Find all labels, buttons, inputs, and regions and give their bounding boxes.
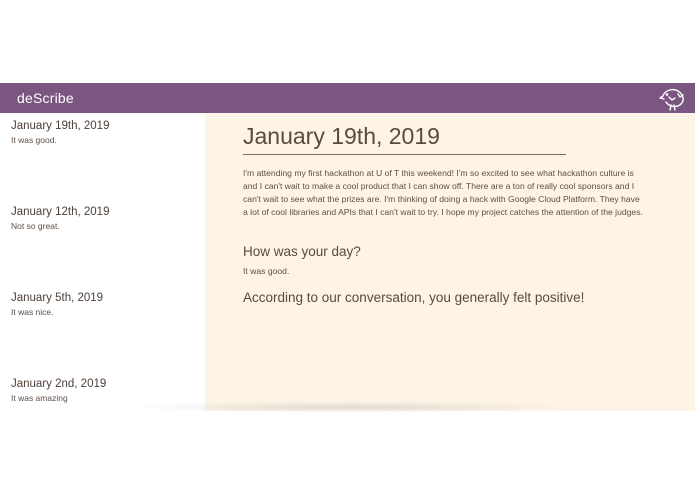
answer-text: It was good. bbox=[243, 266, 290, 276]
entry-detail bbox=[205, 113, 695, 411]
entry-list bbox=[0, 113, 205, 411]
entry-body: I'm attending my first hackathon at U of T this weekend! I'm so excited to see what hackathon culture is and I can't wait to make a cool product that I can show off. There are a ton of really cool sponsors and I can't wait to see what the prizes are. I'm thinking of doing a hack with Google Cloud Platform. They have a lot of cool libraries and APIs that I can't wait to try. I hope my project catches the attention of the judges. bbox=[243, 168, 643, 217]
title-divider bbox=[243, 154, 566, 155]
entry-list-item[interactable] bbox=[11, 292, 103, 317]
bird-icon[interactable] bbox=[659, 85, 689, 111]
sentiment-summary: According to our conversation, you generally felt positive! bbox=[243, 290, 585, 305]
entry-title: January 19th, 2019 bbox=[243, 123, 440, 149]
entry-date: January 19th, 2019 bbox=[11, 120, 110, 132]
entry-list-item[interactable] bbox=[11, 206, 109, 231]
entry-date: January 2nd, 2019 bbox=[11, 378, 107, 390]
entry-list-item[interactable] bbox=[11, 378, 106, 403]
entry-date: January 5th, 2019 bbox=[11, 292, 104, 304]
question-heading: How was your day? bbox=[243, 244, 361, 259]
entry-list-item[interactable] bbox=[11, 120, 109, 145]
top-bar bbox=[0, 83, 695, 113]
entry-snippet: It was nice. bbox=[11, 307, 54, 317]
app-window bbox=[0, 83, 695, 411]
entry-snippet: Not so great. bbox=[11, 221, 60, 231]
app-name[interactable]: deScribe bbox=[17, 90, 74, 106]
entry-snippet: It was amazing bbox=[11, 393, 68, 403]
entry-snippet: It was good. bbox=[11, 135, 57, 145]
bottom-shadow bbox=[120, 401, 580, 413]
entry-date: January 12th, 2019 bbox=[11, 206, 110, 218]
